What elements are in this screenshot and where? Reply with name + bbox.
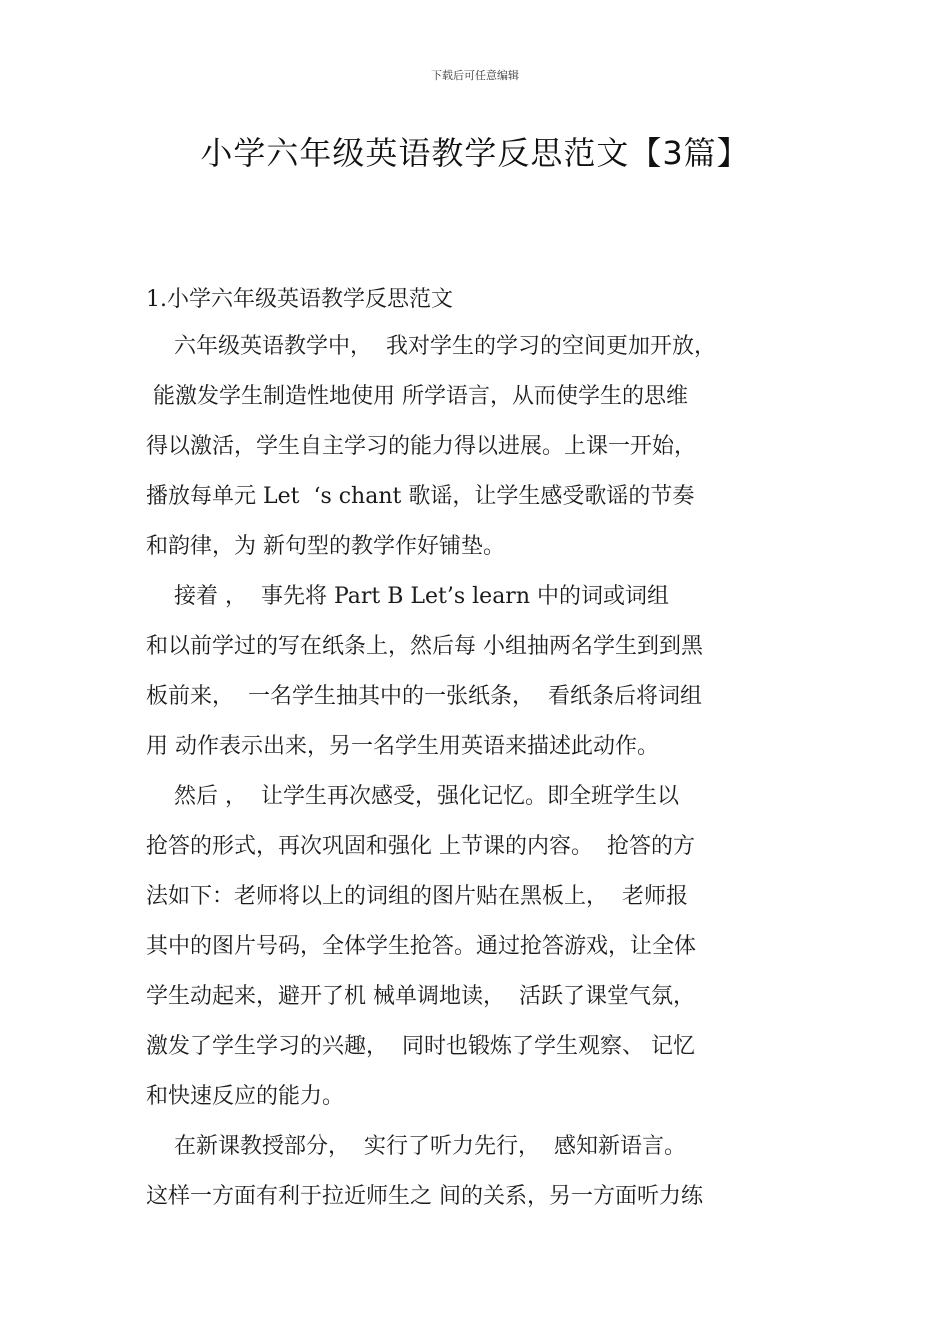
text-line: 六年级英语教学中， 我对学生的学习的空间更加开放， xyxy=(146,334,716,359)
text-line: 播放每单元 Let ‘s chant 歌谣，让学生感受歌谣的节奏 xyxy=(146,484,695,509)
text-line: 板前来， 一名学生抽其中的一张纸条， 看纸条后将词组 xyxy=(146,684,702,709)
text-line: 其中的图片号码，全体学生抢答。通过抢答游戏，让全体 xyxy=(146,934,697,959)
text-line: 能激发学生制造性地使用 所学语言，从而使学生的思维 xyxy=(146,384,688,409)
text-line: 用 动作表示出来，另一名学生用英语来描述此动作。 xyxy=(146,734,659,759)
text-line: 抢答的形式，再次巩固和强化 上节课的内容。 抢答的方 xyxy=(146,834,695,859)
document-title: 小学六年级英语教学反思范文【3篇】 xyxy=(200,134,750,172)
document-body xyxy=(146,278,808,1222)
text-line: 法如下：老师将以上的词组的图片贴在黑板上， 老师报 xyxy=(146,884,688,909)
body-text xyxy=(146,322,808,1222)
text-line: 和以前学过的写在纸条上，然后每 小组抽两名学生到到黑 xyxy=(146,634,703,659)
text-line: 和快速反应的能力。 xyxy=(146,1084,345,1109)
text-line: 在新课教授部分， 实行了听力先行， 感知新语言。 xyxy=(146,1134,686,1159)
section-heading: 1.小学六年级英语教学反思范文 xyxy=(146,287,453,312)
text-line: 这样一方面有利于拉近师生之 间的关系，另一方面听力练 xyxy=(146,1184,703,1209)
text-line: 接着 ， 事先将 Part B Let’s learn 中的词或词组 xyxy=(146,584,669,609)
text-line: 得以激活，学生自主学习的能力得以进展。上课一开始， xyxy=(146,434,697,459)
text-line: 激发了学生学习的兴趣， 同时也锻炼了学生观察、 记忆 xyxy=(146,1034,695,1059)
text-line: 学生动起来，避开了机 械单调地读， 活跃了课堂气氛， xyxy=(146,984,695,1009)
text-line: 然后 ， 让学生再次感受，强化记忆。即全班学生以 xyxy=(146,784,679,809)
text-line: 和韵律，为 新句型的教学作好铺垫。 xyxy=(146,534,505,559)
header-note: 下载后可任意编辑 xyxy=(431,69,519,82)
